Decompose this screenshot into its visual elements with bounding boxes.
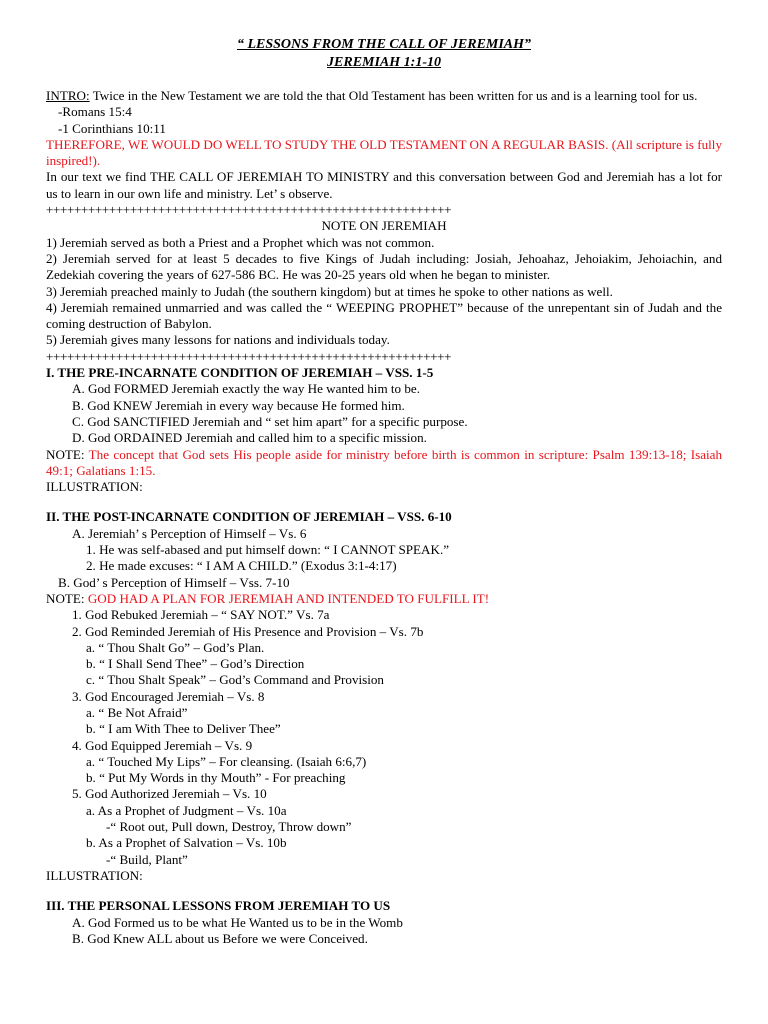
note-text: The concept that God sets His people aside for ministry before birth is common in scripture: Psalm 139:13-18; Isaiah 49:1; Galatians 1:15.	[46, 446, 722, 478]
outline-item: a. “ Touched My Lips” – For cleansing. (Isaiah 6:6,7)	[86, 753, 367, 769]
outline-item: b. “ Put My Words in thy Mouth” - For preaching	[86, 770, 346, 786]
outline-item: a. As a Prophet of Judgment – Vs. 10a	[86, 802, 287, 818]
note-item: 5) Jeremiah gives many lessons for nations and individuals today.	[46, 332, 390, 348]
outline-item: b. “ I Shall Send Thee” – God’s Direction	[86, 656, 305, 672]
note-item: 3) Jeremiah preached mainly to Judah (the southern kingdom) but at times he spoke to other nations as well.	[46, 283, 613, 299]
section-heading: III. THE PERSONAL LESSONS FROM JEREMIAH TO US	[46, 898, 391, 914]
document-title: “ LESSONS FROM THE CALL OF JEREMIAH”	[236, 37, 532, 52]
outline-item: b. “ I am With Thee to Deliver Thee”	[86, 721, 281, 737]
outline-item: 3. God Encouraged Jeremiah – Vs. 8	[72, 688, 265, 704]
outline-item: B. God’ s Perception of Himself – Vss. 7-10	[58, 574, 290, 590]
section-heading: I. THE PRE-INCARNATE CONDITION OF JEREMIAH – VSS. 1-5	[46, 365, 434, 381]
outline-item: -“ Build, Plant”	[106, 851, 188, 867]
intro-therefore: THEREFORE, WE WOULD DO WELL TO STUDY THE OLD TESTAMENT ON A REGULAR BASIS. (All scripture is fully inspired!).	[46, 136, 722, 169]
outline-item: A. God FORMED Jeremiah exactly the way He wanted him to be.	[72, 381, 420, 397]
illustration-label: ILLUSTRATION:	[46, 867, 143, 883]
outline-item: A. Jeremiah’ s Perception of Himself – Vs. 6	[72, 525, 307, 541]
note-label: NOTE:	[46, 446, 85, 462]
intro-ref: -1 Corinthians 10:11	[58, 120, 166, 136]
section-note	[46, 591, 722, 607]
outline-item: B. God KNEW Jeremiah in every way because He formed him.	[72, 397, 405, 413]
intro-text-2: In our text we find THE CALL OF JEREMIAH TO MINISTRY and this conversation between God and Jeremiah has a lot for us to learn in our own life and ministry. Let’ s observe.	[46, 169, 722, 201]
intro-ref: -Romans 15:4	[58, 104, 132, 120]
intro-paragraph	[46, 88, 722, 104]
document-subtitle: JEREMIAH 1:1-10	[327, 55, 441, 70]
outline-item: A. God Formed us to be what He Wanted us to be in the Womb	[72, 914, 403, 930]
outline-item: 2. He made excuses: “ I AM A CHILD.” (Exodus 3:1-4:17)	[86, 558, 397, 574]
note-item: 2) Jeremiah served for at least 5 decades to five Kings of Judah including: Josiah, Jehoahaz, Jehoiakim, Jehoiachin, and Zedekiah covering the years of 627-586 BC. He was 20-25 years old when he began to minister.	[46, 250, 722, 283]
outline-item: 1. God Rebuked Jeremiah – “ SAY NOT.” Vs. 7a	[72, 607, 330, 623]
note-label: NOTE:	[46, 590, 85, 606]
separator-line: ++++++++++++++++++++++++++++++++++++++++++++++++++++++++++	[46, 202, 452, 218]
section-heading: II. THE POST-INCARNATE CONDITION OF JEREMIAH – VSS. 6-10	[46, 509, 452, 525]
outline-item: c. “ Thou Shalt Speak” – God’s Command and Provision	[86, 672, 384, 688]
illustration-label: ILLUSTRATION:	[46, 479, 143, 495]
note-item: 1) Jeremiah served as both a Priest and a Prophet which was not common.	[46, 234, 435, 250]
note-text: GOD HAD A PLAN FOR JEREMIAH AND INTENDED TO FULFILL IT!	[84, 590, 490, 606]
outline-item: D. God ORDAINED Jeremiah and called him to a specific mission.	[72, 430, 427, 446]
outline-item: 1. He was self-abased and put himself down: “ I CANNOT SPEAK.”	[86, 542, 450, 558]
section-note	[46, 447, 722, 480]
note-item: 4) Jeremiah remained unmarried and was called the “ WEEPING PROPHET” because of the unrepentant sin of Judah and the coming destruction of Babylon.	[46, 299, 722, 332]
outline-item: a. “ Be Not Afraid”	[86, 704, 188, 720]
intro-label: INTRO:	[46, 88, 90, 103]
separator-line: ++++++++++++++++++++++++++++++++++++++++++++++++++++++++++	[46, 348, 452, 364]
note-heading: NOTE ON JEREMIAH	[321, 218, 447, 234]
outline-item: -“ Root out, Pull down, Destroy, Throw down”	[106, 819, 352, 835]
outline-item: b. As a Prophet of Salvation – Vs. 10b	[86, 835, 287, 851]
outline-item: a. “ Thou Shalt Go” – God’s Plan.	[86, 639, 265, 655]
intro-text: Twice in the New Testament we are told the that Old Testament has been written for us and is a learning tool for us.	[89, 88, 698, 103]
outline-item: 5. God Authorized Jeremiah – Vs. 10	[72, 786, 267, 802]
outline-item: B. God Knew ALL about us Before we were Conceived.	[72, 930, 368, 946]
outline-item: 2. God Reminded Jeremiah of His Presence and Provision – Vs. 7b	[72, 623, 424, 639]
outline-item: 4. God Equipped Jeremiah – Vs. 9	[72, 737, 253, 753]
outline-item: C. God SANCTIFIED Jeremiah and “ set him apart” for a specific purpose.	[72, 413, 468, 429]
